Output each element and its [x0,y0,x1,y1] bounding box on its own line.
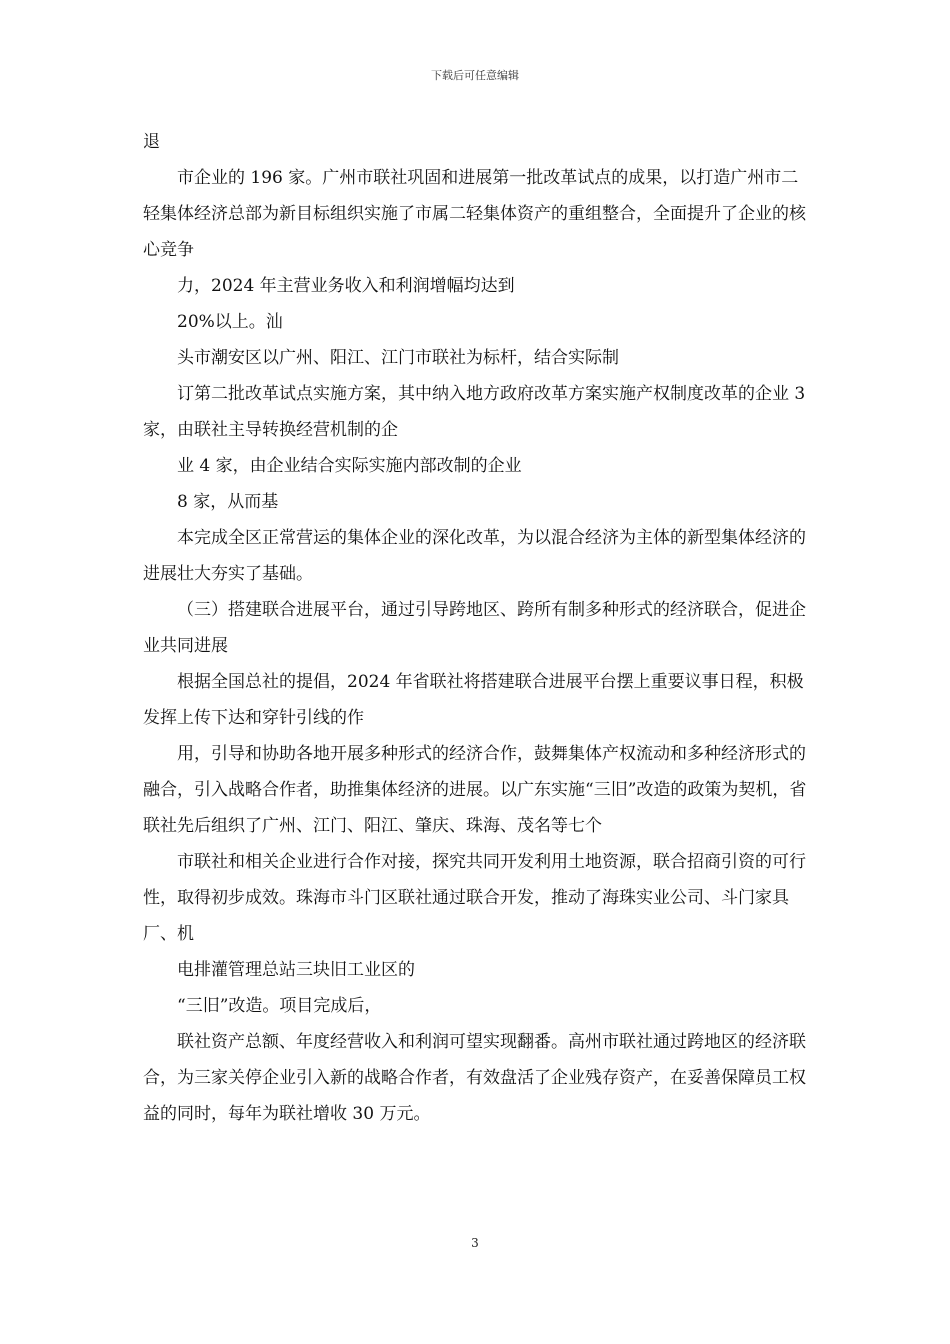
page-header: 下载后可任意编辑 [431,69,519,82]
document-body [143,124,815,1132]
paragraph: 电排灌管理总站三块旧工业区的 [177,960,415,980]
paragraph: 用，引导和协助各地开展多种形式的经济合作，鼓舞集体产权流动和多种经济形式的融合，引入战略合作者，助推集体经济的进展。以广东实施“三旧”改造的政策为契机，省联社先后组织了广州、江门、阳江、肇庆、珠海、茂名等七个 [143,744,807,836]
paragraph: 市企业的 196 家。广州市联社巩固和进展第一批改革试点的成果，以打造广州市二轻集体经济总部为新目标组织实施了市属二轻集体资产的重组整合，全面提升了企业的核心竞争 [143,168,806,260]
page-number: 3 [471,1236,479,1250]
paragraph: 力，2024 年主营业务收入和利润增幅均达到 [177,276,515,296]
paragraph: 20%以上。汕 [177,312,283,332]
paragraph: 8 家，从而基 [177,492,279,512]
paragraph: 头市潮安区以广州、阳江、江门市联社为标杆，结合实际制 [177,348,619,368]
paragraph: 订第二批改革试点实施方案，其中纳入地方政府改革方案实施产权制度改革的企业 3 家，由联社主导转换经营机制的企 [143,384,806,440]
paragraph: 本完成全区正常营运的集体企业的深化改革，为以混合经济为主体的新型集体经济的进展壮大夯实了基础。 [143,528,806,584]
paragraph: 退 [143,132,160,152]
paragraph: 业 4 家，由企业结合实际实施内部改制的企业 [177,456,522,476]
paragraph: “三旧”改造。项目完成后， [177,996,382,1016]
paragraph: 根据全国总社的提倡，2024 年省联社将搭建联合进展平台摆上重要议事日程，积极发挥上传下达和穿针引线的作 [143,672,804,728]
paragraph: 市联社和相关企业进行合作对接，探究共同开发利用土地资源，联合招商引资的可行性，取得初步成效。珠海市斗门区联社通过联合开发，推动了海珠实业公司、斗门家具厂、机 [143,852,806,944]
paragraph: 联社资产总额、年度经营收入和利润可望实现翻番。高州市联社通过跨地区的经济联合，为三家关停企业引入新的战略合作者，有效盘活了企业残存资产，在妥善保障员工权益的同时，每年为联社增收 30 万元。 [143,1032,806,1124]
section-heading-paragraph: （三）搭建联合进展平台，通过引导跨地区、跨所有制多种形式的经济联合，促进企业共同进展 [143,600,806,656]
